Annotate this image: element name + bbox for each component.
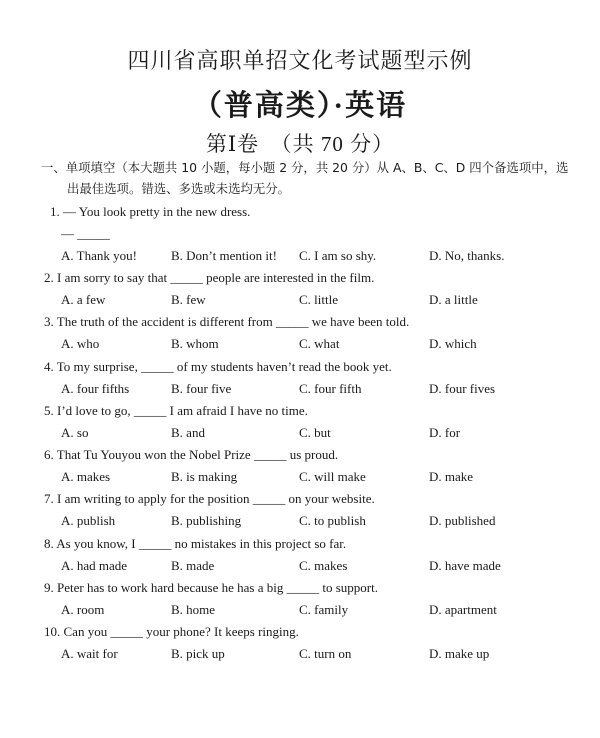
option-c[interactable]: C. will make: [299, 469, 366, 485]
question-item: [0, 624, 600, 668]
option-row: [0, 469, 600, 491]
question-item: [0, 403, 600, 447]
option-c[interactable]: C. but: [299, 424, 331, 440]
option-a[interactable]: A. had made: [61, 557, 128, 573]
question-stem: 9. Peter has to work hard because he has a big _____ to support.: [44, 580, 378, 596]
question-stem: 1. — You look pretty in the new dress.: [50, 204, 251, 219]
exam-subtitle: （普高类）·英语: [192, 90, 408, 122]
option-d[interactable]: D. apartment: [429, 602, 497, 618]
question-list: [0, 204, 600, 669]
instruction-line-1: 一、单项填空（本大题共 10 小题，每小题 2 分，共 20 分）从 A、B、C、D 四个备选项中，选: [41, 160, 569, 175]
option-d[interactable]: D. make: [429, 469, 474, 485]
option-a[interactable]: A. room: [61, 602, 105, 618]
paper-volume-heading: 第Ⅰ卷 （共 70 分）: [205, 132, 395, 156]
option-a[interactable]: A. so: [61, 424, 89, 440]
question-stem: 8. As you know, I _____ no mistakes in this project so far.: [44, 535, 347, 551]
option-a[interactable]: A. who: [61, 336, 100, 352]
option-b[interactable]: B. four five: [171, 380, 232, 396]
option-c[interactable]: C. to publish: [299, 513, 366, 529]
option-row: [0, 381, 600, 403]
option-b[interactable]: B. Don’t mention it!: [171, 248, 277, 263]
option-d[interactable]: D. four fives: [429, 380, 496, 396]
option-b[interactable]: B. whom: [171, 336, 219, 352]
question-item: [0, 314, 600, 358]
option-a[interactable]: A. makes: [61, 469, 111, 485]
option-row: [0, 646, 600, 668]
option-b[interactable]: B. home: [171, 602, 216, 618]
option-a[interactable]: A. wait for: [61, 646, 118, 662]
option-c[interactable]: C. I am so shy.: [299, 248, 377, 263]
option-a[interactable]: A. publish: [61, 513, 116, 529]
option-d[interactable]: D. published: [429, 513, 496, 529]
option-a[interactable]: A. Thank you!: [61, 248, 137, 263]
option-b[interactable]: B. publishing: [171, 513, 242, 529]
question-stem: 7. I am writing to apply for the position _____ on your website.: [44, 491, 375, 507]
option-row: [0, 292, 600, 314]
option-row: [0, 558, 600, 580]
option-c[interactable]: C. makes: [299, 557, 348, 573]
option-a[interactable]: A. four fifths: [61, 380, 130, 396]
option-c[interactable]: C. little: [299, 292, 338, 307]
option-b[interactable]: B. few: [171, 292, 206, 307]
option-row: [0, 602, 600, 624]
option-d[interactable]: D. make up: [429, 646, 490, 662]
question-item: [0, 580, 600, 624]
question-response-blank: — _____: [61, 226, 110, 241]
option-a[interactable]: A. a few: [61, 292, 106, 307]
option-b[interactable]: B. made: [171, 557, 215, 573]
question-item: [0, 359, 600, 403]
question-stem: 4. To my surprise, _____ of my students haven’t read the book yet.: [44, 358, 392, 374]
question-item: [0, 447, 600, 491]
option-c[interactable]: C. four fifth: [299, 380, 362, 396]
exam-title: 四川省高职单招文化考试题型示例: [127, 48, 473, 73]
question-stem: 2. I am sorry to say that _____ people are interested in the film.: [44, 270, 375, 285]
option-b[interactable]: B. pick up: [171, 646, 225, 662]
option-c[interactable]: C. turn on: [299, 646, 352, 662]
question-item: [0, 491, 600, 535]
option-c[interactable]: C. family: [299, 602, 349, 618]
option-row: [0, 336, 600, 358]
section-instructions: [41, 157, 581, 199]
option-d[interactable]: D. a little: [429, 292, 478, 307]
option-d[interactable]: D. No, thanks.: [429, 248, 505, 263]
question-stem: 3. The truth of the accident is different from _____ we have been told.: [44, 314, 410, 330]
option-row: [0, 248, 600, 270]
question-stem: 6. That Tu Youyou won the Nobel Prize _____ us proud.: [44, 447, 339, 463]
question-item: [0, 536, 600, 580]
question-item: [0, 204, 600, 270]
option-d[interactable]: D. for: [429, 424, 461, 440]
instruction-line-2: 出最佳选项。错选、多选或未选均无分。: [67, 181, 291, 196]
question-stem: 10. Can you _____ your phone? It keeps ringing.: [44, 624, 299, 640]
question-stem: 5. I’d love to go, _____ I am afraid I have no time.: [44, 402, 308, 418]
option-b[interactable]: B. and: [171, 424, 205, 440]
option-d[interactable]: D. which: [429, 336, 477, 352]
option-d[interactable]: D. have made: [429, 557, 501, 573]
option-row: [0, 513, 600, 535]
option-b[interactable]: B. is making: [171, 469, 238, 485]
option-c[interactable]: C. what: [299, 336, 340, 352]
question-item: [0, 270, 600, 314]
option-row: [0, 425, 600, 447]
